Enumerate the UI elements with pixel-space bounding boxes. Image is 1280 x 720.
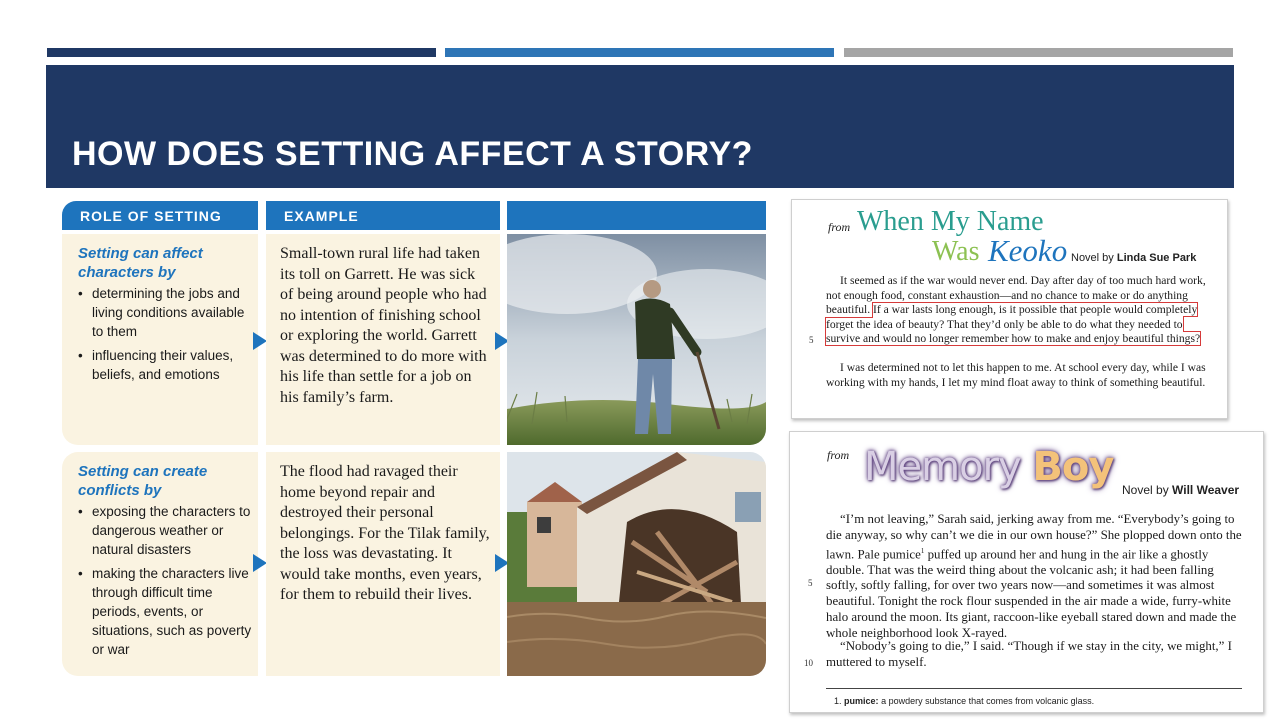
author-name: Linda Sue Park [1116, 252, 1197, 264]
role-cell-1 [62, 234, 258, 445]
role-cell-2 [62, 452, 258, 676]
example-cell-2 [266, 452, 500, 676]
footnote [834, 696, 1094, 706]
header-role-of-setting: ROLE OF SETTING [62, 201, 258, 230]
book-title-memory: Memory [864, 444, 1021, 490]
footnote-number: 1. [834, 696, 842, 706]
footnote-text: a powdery substance that comes from volcanic glass. [881, 696, 1095, 706]
accent-bar-blue [445, 48, 834, 57]
example-text-2: The flood had ravaged their home beyond repair and destroyed their personal belongings. For the Tilak family, the loss was devastating. It would take months, even years, for them to rebuild their lives. [280, 463, 490, 603]
excerpt-text: It seemed as if the war would never end. Day after day of too much hard work, not enough food, constant exhaustion—and no chance to make or do anything beautiful. [826, 274, 1206, 317]
book-title-memory-boy [864, 444, 1113, 490]
footnote-term: pumice: [844, 696, 879, 706]
footnote-marker: 1 [920, 546, 925, 555]
book-title-boy: Boy [1032, 444, 1114, 490]
excerpt-text: I was determined not to let this happen to me. At school every day, while I was working with my hands, I let my mind float away to think of something beautiful. [826, 361, 1206, 389]
example-text-1: Small-town rural life had taken its toll on Garrett. He was sick of being around people who had no intention of finishing school or exploring the world. Garrett was determined to do more with his life than settle for a job on his family’s farm. [280, 245, 487, 406]
excerpt-text: “Nobody’s going to die,” I said. “Though if we stay in the city, we might,” I muttered to myself. [826, 639, 1232, 669]
title-band [46, 65, 1234, 188]
header-photo [507, 201, 766, 230]
footnote-divider [826, 688, 1242, 689]
line-number: 5 [808, 578, 813, 588]
man-in-field-photo [507, 234, 766, 445]
byline-prefix: Novel by [1122, 483, 1169, 497]
book-title-keoko: Keoko [988, 233, 1068, 268]
author-name: Will Weaver [1172, 483, 1240, 497]
byline-prefix: Novel by [1071, 252, 1114, 264]
arrow-right-icon [253, 554, 267, 572]
book-title-line1: When My Name [857, 206, 1044, 237]
highlighted-passage: If a war lasts long enough, is it possible that people would completely forget the idea of beauty? That they’d only be able to do what they needed to survive and would no longer remember how to make and enjoy beautiful things? [826, 303, 1201, 346]
role-bullet: • influencing their values, beliefs, and emotions [78, 346, 256, 384]
from-label: from [828, 220, 851, 234]
setting-table [60, 198, 770, 682]
excerpt-text: “I’m not leaving,” Sarah said, jerking away from me. “Everybody’s going to die anyway, so why can’t we die in our own house?” She plopped down onto the lawn. Pale pumice [826, 512, 1242, 561]
role-bullet-list-1 [78, 284, 256, 389]
excerpt-text: puffed up around her and hung in the air like a ghostly double. That was the weird thing about the volcanic ash; it had been falling softly, softly falling, for over two years now—and sometimes it was almost beautiful. Tonight the rock flour suspended in the air made a wide, furry-white halo around the moon. Its giant, raccoon-like eyeball stared down and made the whole neighborhood look X-rayed. [826, 546, 1237, 640]
role-bullet-list-2 [78, 502, 256, 664]
from-label: from [827, 448, 850, 462]
excerpt-paragraph-1 [826, 274, 1206, 347]
book-title-was: Was [932, 236, 980, 267]
role-heading-2: Setting can create conflicts by [78, 463, 208, 499]
role-bullet: • determining the jobs and living conditions available to them [78, 284, 256, 341]
excerpt-paragraph-2 [826, 639, 1246, 671]
role-heading-1: Setting can affect characters by [78, 245, 203, 281]
line-number: 10 [804, 658, 813, 668]
excerpt-when-my-name-was-keoko [791, 199, 1228, 419]
example-cell-1 [266, 234, 500, 445]
accent-bar-gray [844, 48, 1233, 57]
arrow-right-icon [253, 332, 267, 350]
excerpt-paragraph-1 [826, 512, 1246, 642]
excerpt-memory-boy [789, 431, 1264, 713]
accent-bar-navy [47, 48, 436, 57]
slide-title: HOW DOES SETTING AFFECT A STORY? [72, 135, 753, 173]
byline [1122, 483, 1239, 497]
line-number: 5 [809, 335, 814, 345]
byline [1071, 252, 1196, 264]
role-bullet: • making the characters live through difficult time periods, events, or situations, such as poverty or war [78, 564, 256, 659]
role-bullet: • exposing the characters to dangerous weather or natural disasters [78, 502, 256, 559]
header-example: EXAMPLE [266, 201, 500, 230]
excerpt-paragraph-2 [826, 361, 1206, 390]
flooded-house-photo [507, 452, 766, 676]
